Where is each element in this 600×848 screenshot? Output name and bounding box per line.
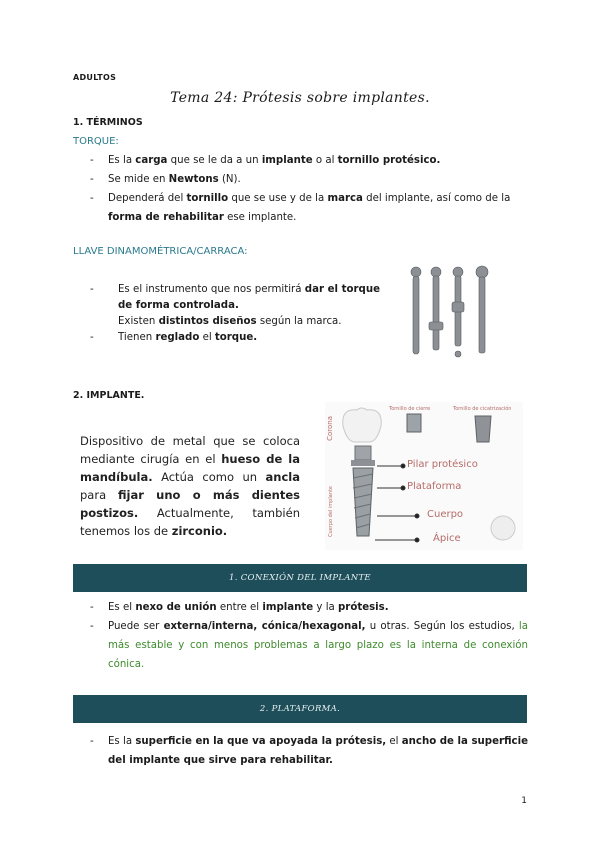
label-pilar: Pilar protésico bbox=[407, 459, 478, 470]
implant-description: Dispositivo de metal que se coloca mediante cirugía en el hueso de la mandíbula. Actúa como un ancla para fijar uno o más dientes postizos. Actualmente, también tenemos los de zirconio. bbox=[80, 434, 300, 538]
label-apice: Ápice bbox=[433, 533, 461, 544]
list-item: - Se mide en Newtons (N). bbox=[90, 170, 530, 189]
page-number: 1 bbox=[521, 796, 527, 806]
page-title: Tema 24: Prótesis sobre implantes. bbox=[170, 90, 430, 106]
implant-illustration bbox=[325, 402, 523, 550]
band-conexion: 1. CONEXIÓN DEL IMPLANTE bbox=[73, 564, 527, 592]
torque-list bbox=[90, 151, 530, 227]
torque-wrench-image bbox=[400, 262, 500, 362]
list-item: - Es la carga que se le da a un implante o al tornillo protésico. bbox=[90, 151, 530, 170]
subheading-torque: TORQUE: bbox=[73, 136, 119, 147]
llave-list bbox=[90, 282, 380, 346]
list-item: - Es el nexo de unión entre el implante y la prótesis. bbox=[90, 598, 528, 617]
subheading-llave: LLAVE DINAMOMÉTRICA/CARRACA: bbox=[73, 246, 248, 257]
label-tornillo-cicatrizacion: Tornillo de cicatrización bbox=[453, 406, 512, 412]
band-plataforma: 2. PLATAFORMA. bbox=[73, 695, 527, 723]
list-item: - Puede ser externa/interna, cónica/hexagonal, u otras. Según los estudios, la más estable y con menos problemas a largo plazo es la interna de conexión cónica. bbox=[90, 617, 528, 674]
list-item: - Es la superficie en la que va apoyada la prótesis, el ancho de la superficie del implante que sirve para rehabilitar. bbox=[90, 732, 528, 770]
section-label: ADULTOS bbox=[73, 73, 117, 82]
plataforma-list bbox=[90, 732, 528, 770]
label-corona: Corona bbox=[326, 416, 334, 441]
heading-implante: 2. IMPLANTE. bbox=[73, 390, 145, 401]
label-cuerpo-implante: Cuerpo del implante bbox=[328, 486, 334, 537]
conexion-list bbox=[90, 598, 528, 674]
label-plataforma: Plataforma bbox=[407, 481, 462, 492]
label-cuerpo: Cuerpo bbox=[427, 509, 464, 520]
label-tornillo-cierre: Tornillo de cierre bbox=[389, 406, 431, 412]
list-item: - Es el instrumento que nos permitirá dar el torque de forma controlada. Existen distintos diseños según la marca. bbox=[90, 282, 380, 330]
list-item: - Dependerá del tornillo que se use y de la marca del implante, así como de la forma de rehabilitar ese implante. bbox=[90, 189, 530, 227]
implant-diagram bbox=[325, 402, 523, 550]
heading-terminos: 1. TÉRMINOS bbox=[73, 117, 143, 128]
list-item: - Tienen reglado el torque. bbox=[90, 330, 380, 346]
